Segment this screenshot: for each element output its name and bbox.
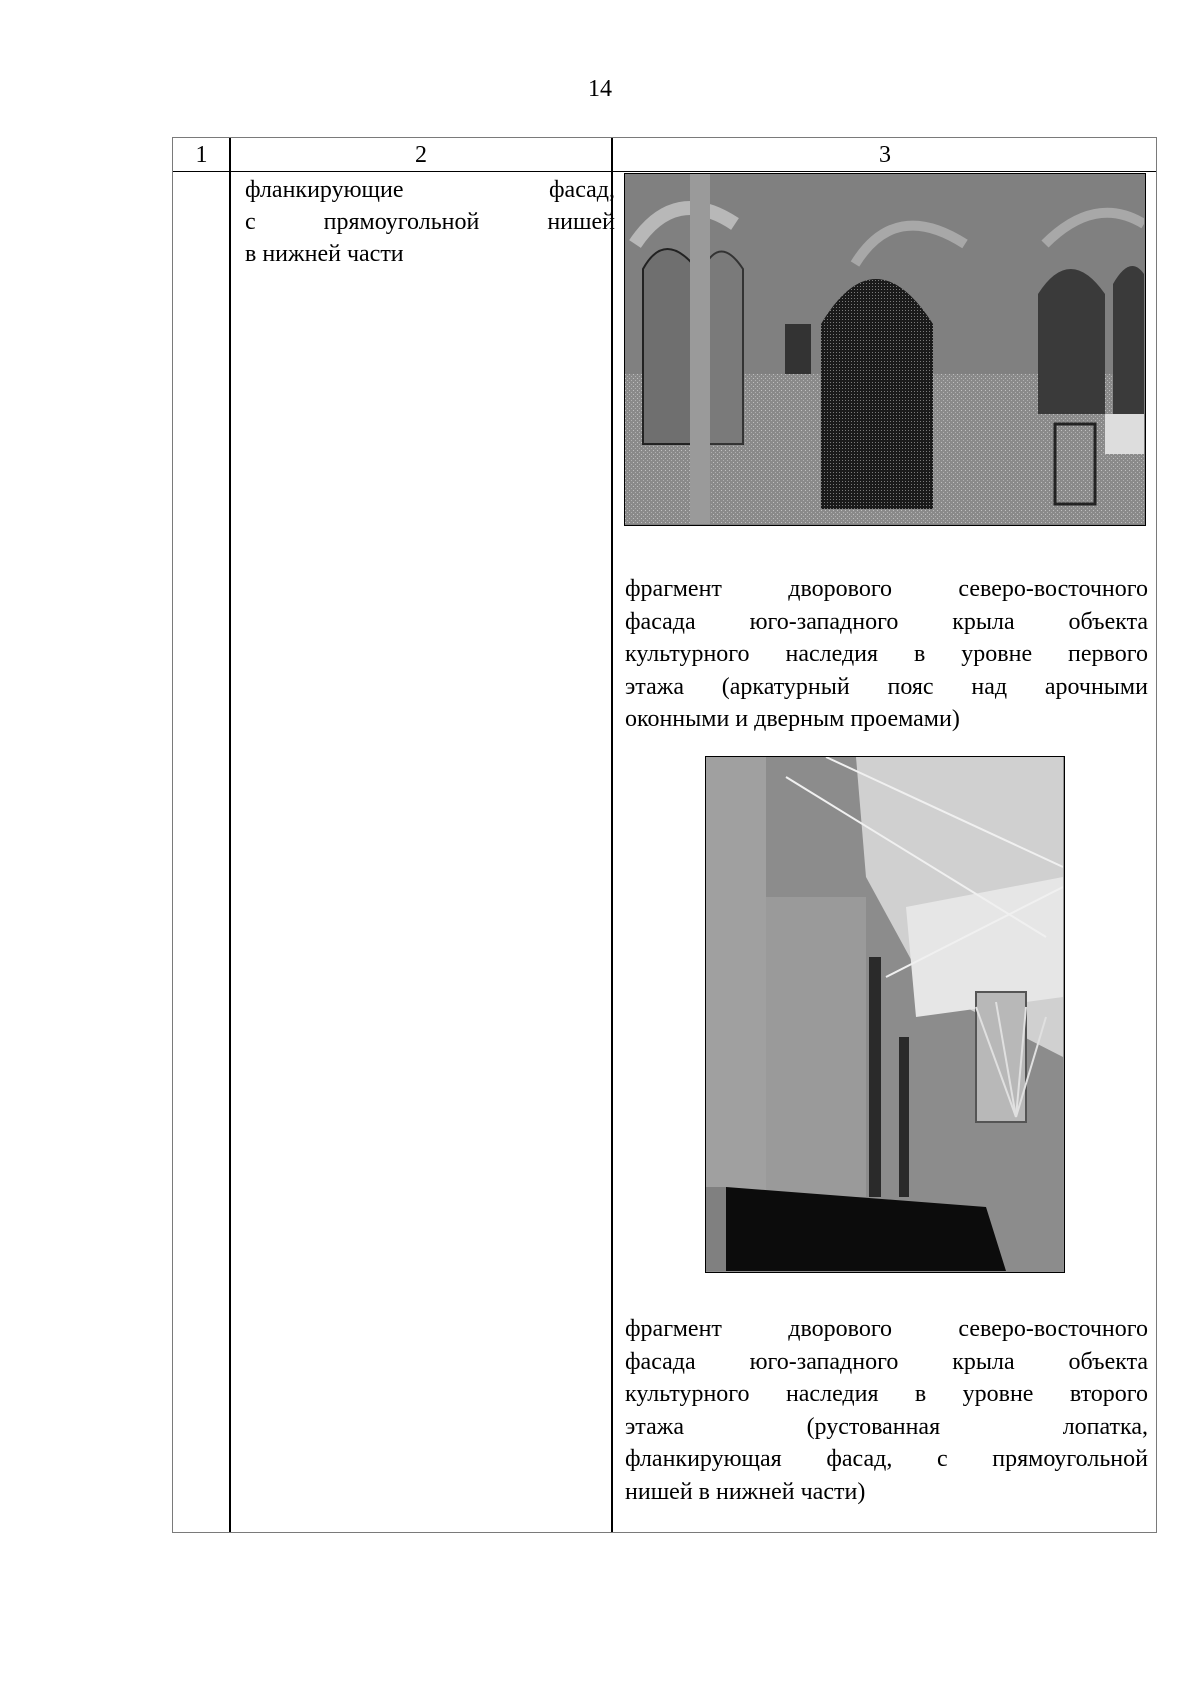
photo2-caption xyxy=(625,1313,1148,1508)
caption-line: фланкирующая фасад, с прямоугольной xyxy=(625,1446,1148,1472)
description-line: фланкирующие фасад, xyxy=(245,177,615,203)
page-number: 14 xyxy=(588,76,612,102)
caption-line: нишей в нижней части) xyxy=(625,1478,866,1505)
header-col-1: 1 xyxy=(195,142,208,168)
header-col-3: 3 xyxy=(879,142,891,168)
caption-line: фасада юго-западного крыла объекта xyxy=(625,608,1148,635)
header-col-2: 2 xyxy=(415,142,427,168)
caption-line: культурного наследия в уровне первого xyxy=(625,641,1148,667)
caption-line: фасада юго-западного крыла объекта xyxy=(625,1348,1148,1375)
caption-line: оконными и дверным проемами) xyxy=(625,706,960,732)
caption-line: фрагмент дворового северо-восточного xyxy=(625,1316,1148,1342)
column-divider-1 xyxy=(229,138,231,1532)
caption-line: этажа (рустованная лопатка, xyxy=(625,1413,1148,1440)
table-header-row xyxy=(173,138,1156,172)
photo1-caption xyxy=(625,573,1148,736)
heritage-table xyxy=(172,137,1157,1533)
photo-facade-pilaster-icon xyxy=(705,756,1065,1273)
caption-line: культурного наследия в уровне второго xyxy=(625,1381,1148,1407)
caption-line: этажа (аркатурный пояс над арочными xyxy=(625,673,1148,700)
description-line: в нижней части xyxy=(245,241,404,267)
element-description xyxy=(245,174,615,270)
photo-facade-arches-icon xyxy=(624,173,1146,526)
column-divider-2 xyxy=(611,138,613,1532)
caption-line: фрагмент дворового северо-восточного xyxy=(625,576,1148,602)
description-line: с прямоугольной нишей xyxy=(245,209,615,235)
